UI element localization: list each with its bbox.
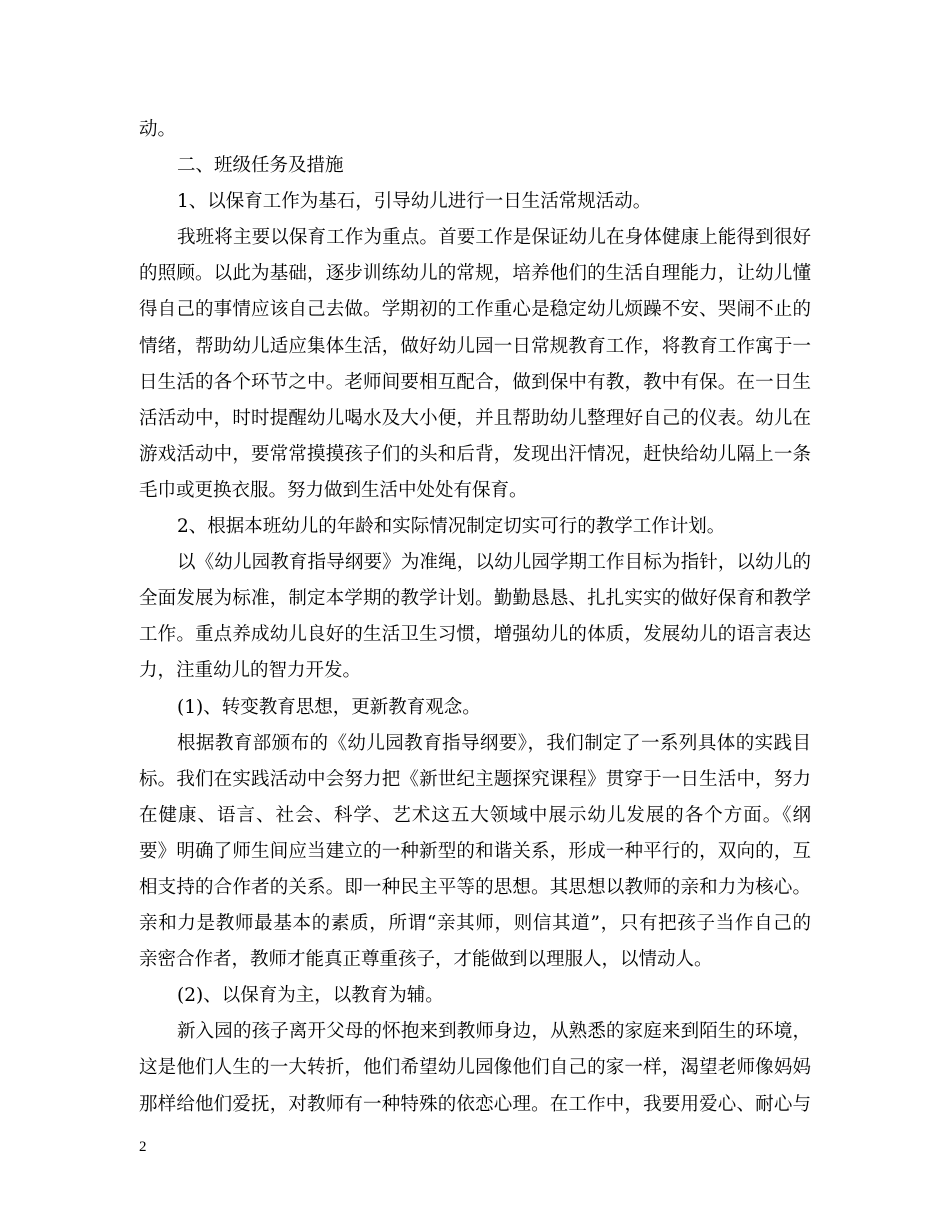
text-line: 2、根据本班幼儿的年龄和实际情况制定切实可行的教学工作计划。 (177, 516, 726, 538)
text-line: 动。 (139, 119, 177, 140)
text-line: 日生活的各个环节之中。老师间要相互配合，做到保中有教，教中有保。在一日生 (139, 371, 811, 393)
text-line: 工作。重点养成幼儿良好的生活卫生习惯，增强幼儿的体质，发展幼儿的语言表达 (139, 624, 811, 646)
text-line: (1)、转变教育思想，更新教育观念。 (177, 696, 481, 718)
text-line: 那样给他们爱抚，对教师有一种特殊的依恋心理。在工作中，我要用爱心、耐心与 (139, 1093, 811, 1115)
text-line: 1、以保育工作为基石，引导幼儿进行一日生活常规活动。 (177, 191, 652, 213)
page-number: 2 (139, 1139, 147, 1155)
text-line: 活活动中，时时提醒幼儿喝水及大小便，并且帮助幼儿整理好自己的仪表。幼儿在 (139, 407, 811, 429)
text-line: 得自己的事情应该自己去做。学期初的工作重心是稳定幼儿烦躁不安、哭闹不止的 (139, 299, 811, 321)
text-line: 亲密合作者，教师才能真正尊重孩子，才能做到以理服人，以情动人。 (139, 949, 713, 971)
text-line: 的照顾。以此为基础，逐步训练幼儿的常规，培养他们的生活自理能力，让幼儿懂 (139, 263, 811, 285)
text-line: 我班将主要以保育工作为重点。首要工作是保证幼儿在身体健康上能得到很好 (177, 227, 811, 249)
text-line: 标。我们在实践活动中会努力把《新世纪主题探究课程》贯穿于一日生活中，努力 (139, 768, 811, 790)
text-line: 亲和力是教师最基本的素质，所谓“亲其师，则信其道”，只有把孩子当作自己的 (139, 913, 811, 935)
text-line: 在健康、语言、社会、科学、艺术这五大领域中展示幼儿发展的各个方面。《纲 (139, 804, 811, 826)
text-line: 要》明确了师生间应当建立的一种新型的和谐关系，形成一种平行的，双向的，互 (139, 840, 811, 862)
text-line: 二、班级任务及措施 (177, 155, 344, 177)
text-line: 以《幼儿园教育指导纲要》为准绳，以幼儿园学期工作目标为指针，以幼儿的 (177, 552, 811, 574)
text-line: 情绪，帮助幼儿适应集体生活，做好幼儿园一日常规教育工作，将教育工作寓于一 (139, 335, 811, 357)
text-line: 毛巾或更换衣服。努力做到生活中处处有保育。 (139, 479, 528, 501)
document-body (139, 112, 811, 1123)
text-line: 相支持的合作者的关系。即一种民主平等的思想。其思想以教师的亲和力为核心。 (139, 876, 811, 898)
text-line: 新入园的孩子离开父母的怀抱来到教师身边，从熟悉的家庭来到陌生的环境， (177, 1021, 811, 1043)
text-line: 根据教育部颁布的《幼儿园教育指导纲要》，我们制定了一系列具体的实践目 (177, 732, 811, 754)
text-line: 游戏活动中，要常常摸摸孩子们的头和后背，发现出汗情况，赶快给幼儿隔上一条 (139, 443, 811, 465)
text-line: 这是他们人生的一大转折，他们希望幼儿园像他们自己的家一样，渴望老师像妈妈 (139, 1057, 811, 1079)
text-line: 力，注重幼儿的智力开发。 (139, 660, 362, 682)
text-line: (2)、以保育为主，以教育为辅。 (177, 985, 444, 1007)
text-line: 全面发展为标准，制定本学期的教学计划。勤勤恳恳、扎扎实实的做好保育和教学 (139, 588, 811, 610)
